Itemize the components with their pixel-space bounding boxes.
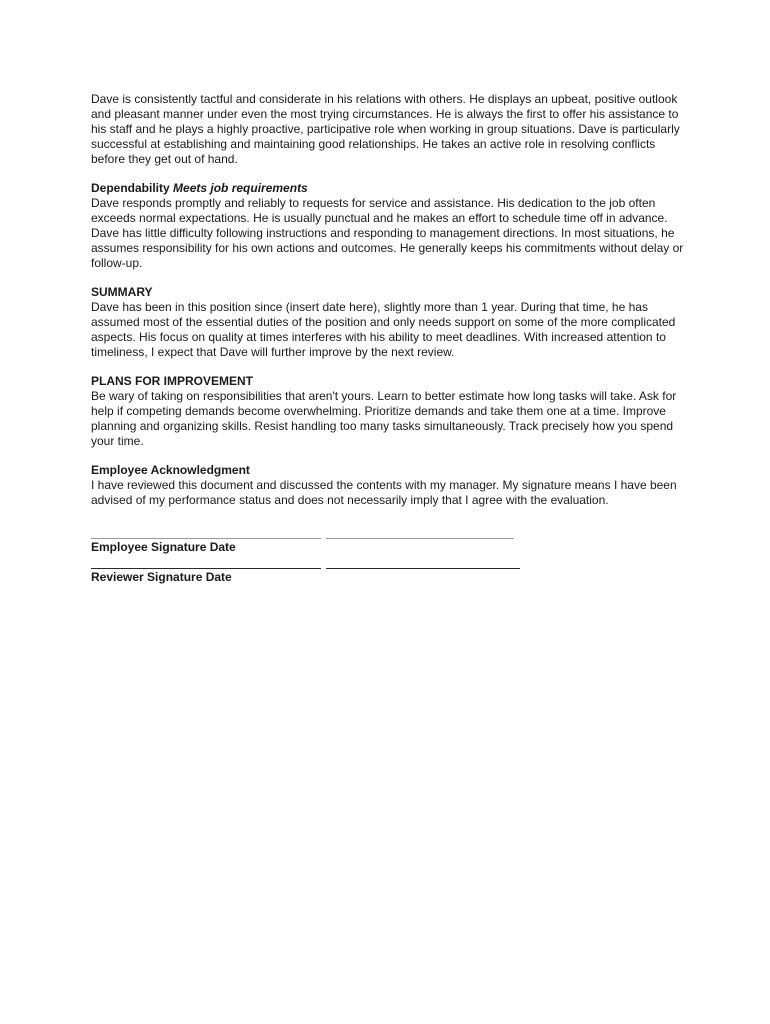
reviewer-signature-label: Reviewer Signature Date xyxy=(91,570,232,584)
signature-area xyxy=(91,530,691,584)
intro-paragraph: Dave is consistently tactful and considerate in his relations with others. He displays an upbeat, positive outlook and pleasant manner under even the most trying circumstances. He is always the first to offer his assistance to his staff and he plays a highly proactive, participative role when working in group situations. Dave is particularly successful at establishing and maintaining good relationships. He takes an active role in resolving conflicts before they get out of hand. xyxy=(91,92,680,166)
reviewer-signature-line[interactable] xyxy=(91,560,691,570)
summary-section xyxy=(91,285,691,360)
dependability-title: Dependability xyxy=(91,181,170,195)
employee-signature-label: Employee Signature Date xyxy=(91,540,236,554)
acknowledgment-heading: Employee Acknowledgment xyxy=(91,463,250,477)
intro-section xyxy=(91,92,691,167)
summary-paragraph: Dave has been in this position since (insert date here), slightly more than 1 year. During that time, he has assumed most of the essential duties of the position and only needs support on some of the more complicated aspects. His focus on quality at times interferes with his ability to meet deadlines. With increased attention to timeliness, I expect that Dave will further improve by the next review. xyxy=(91,300,676,359)
employee-signature-rule xyxy=(91,538,321,539)
acknowledgment-section xyxy=(91,463,691,508)
employee-date-rule xyxy=(326,538,514,539)
dependability-rating: Meets job requirements xyxy=(173,181,308,195)
employee-signature-line[interactable] xyxy=(91,530,691,540)
reviewer-signature-rule xyxy=(91,568,321,569)
dependability-heading xyxy=(91,181,691,196)
summary-heading: SUMMARY xyxy=(91,285,153,299)
dependability-paragraph: Dave responds promptly and reliably to requests for service and assistance. His dedication to the job often exceeds normal expectations. He is usually punctual and he makes an effort to schedule time off in advance. Dave has little difficulty following instructions and responding to management directions. In most situations, he assumes responsibility for his own actions and outcomes. He generally keeps his commitments without delay or follow-up. xyxy=(91,196,684,270)
dependability-section xyxy=(91,181,691,271)
plans-paragraph: Be wary of taking on responsibilities that aren't yours. Learn to better estimate how long tasks will take. Ask for help if competing demands become overwhelming. Prioritize demands and take them one at a time. Improve planning and organizing skills. Resist handling too many tasks simultaneously. Track precisely how you spend your time. xyxy=(91,389,677,448)
plans-section xyxy=(91,374,691,449)
plans-heading: PLANS FOR IMPROVEMENT xyxy=(91,374,254,388)
document-page xyxy=(91,92,691,590)
acknowledgment-paragraph: I have reviewed this document and discussed the contents with my manager. My signature means I have been advised of my performance status and does not necessarily imply that I agree with the evaluation. xyxy=(91,478,677,507)
reviewer-date-rule xyxy=(326,568,520,569)
